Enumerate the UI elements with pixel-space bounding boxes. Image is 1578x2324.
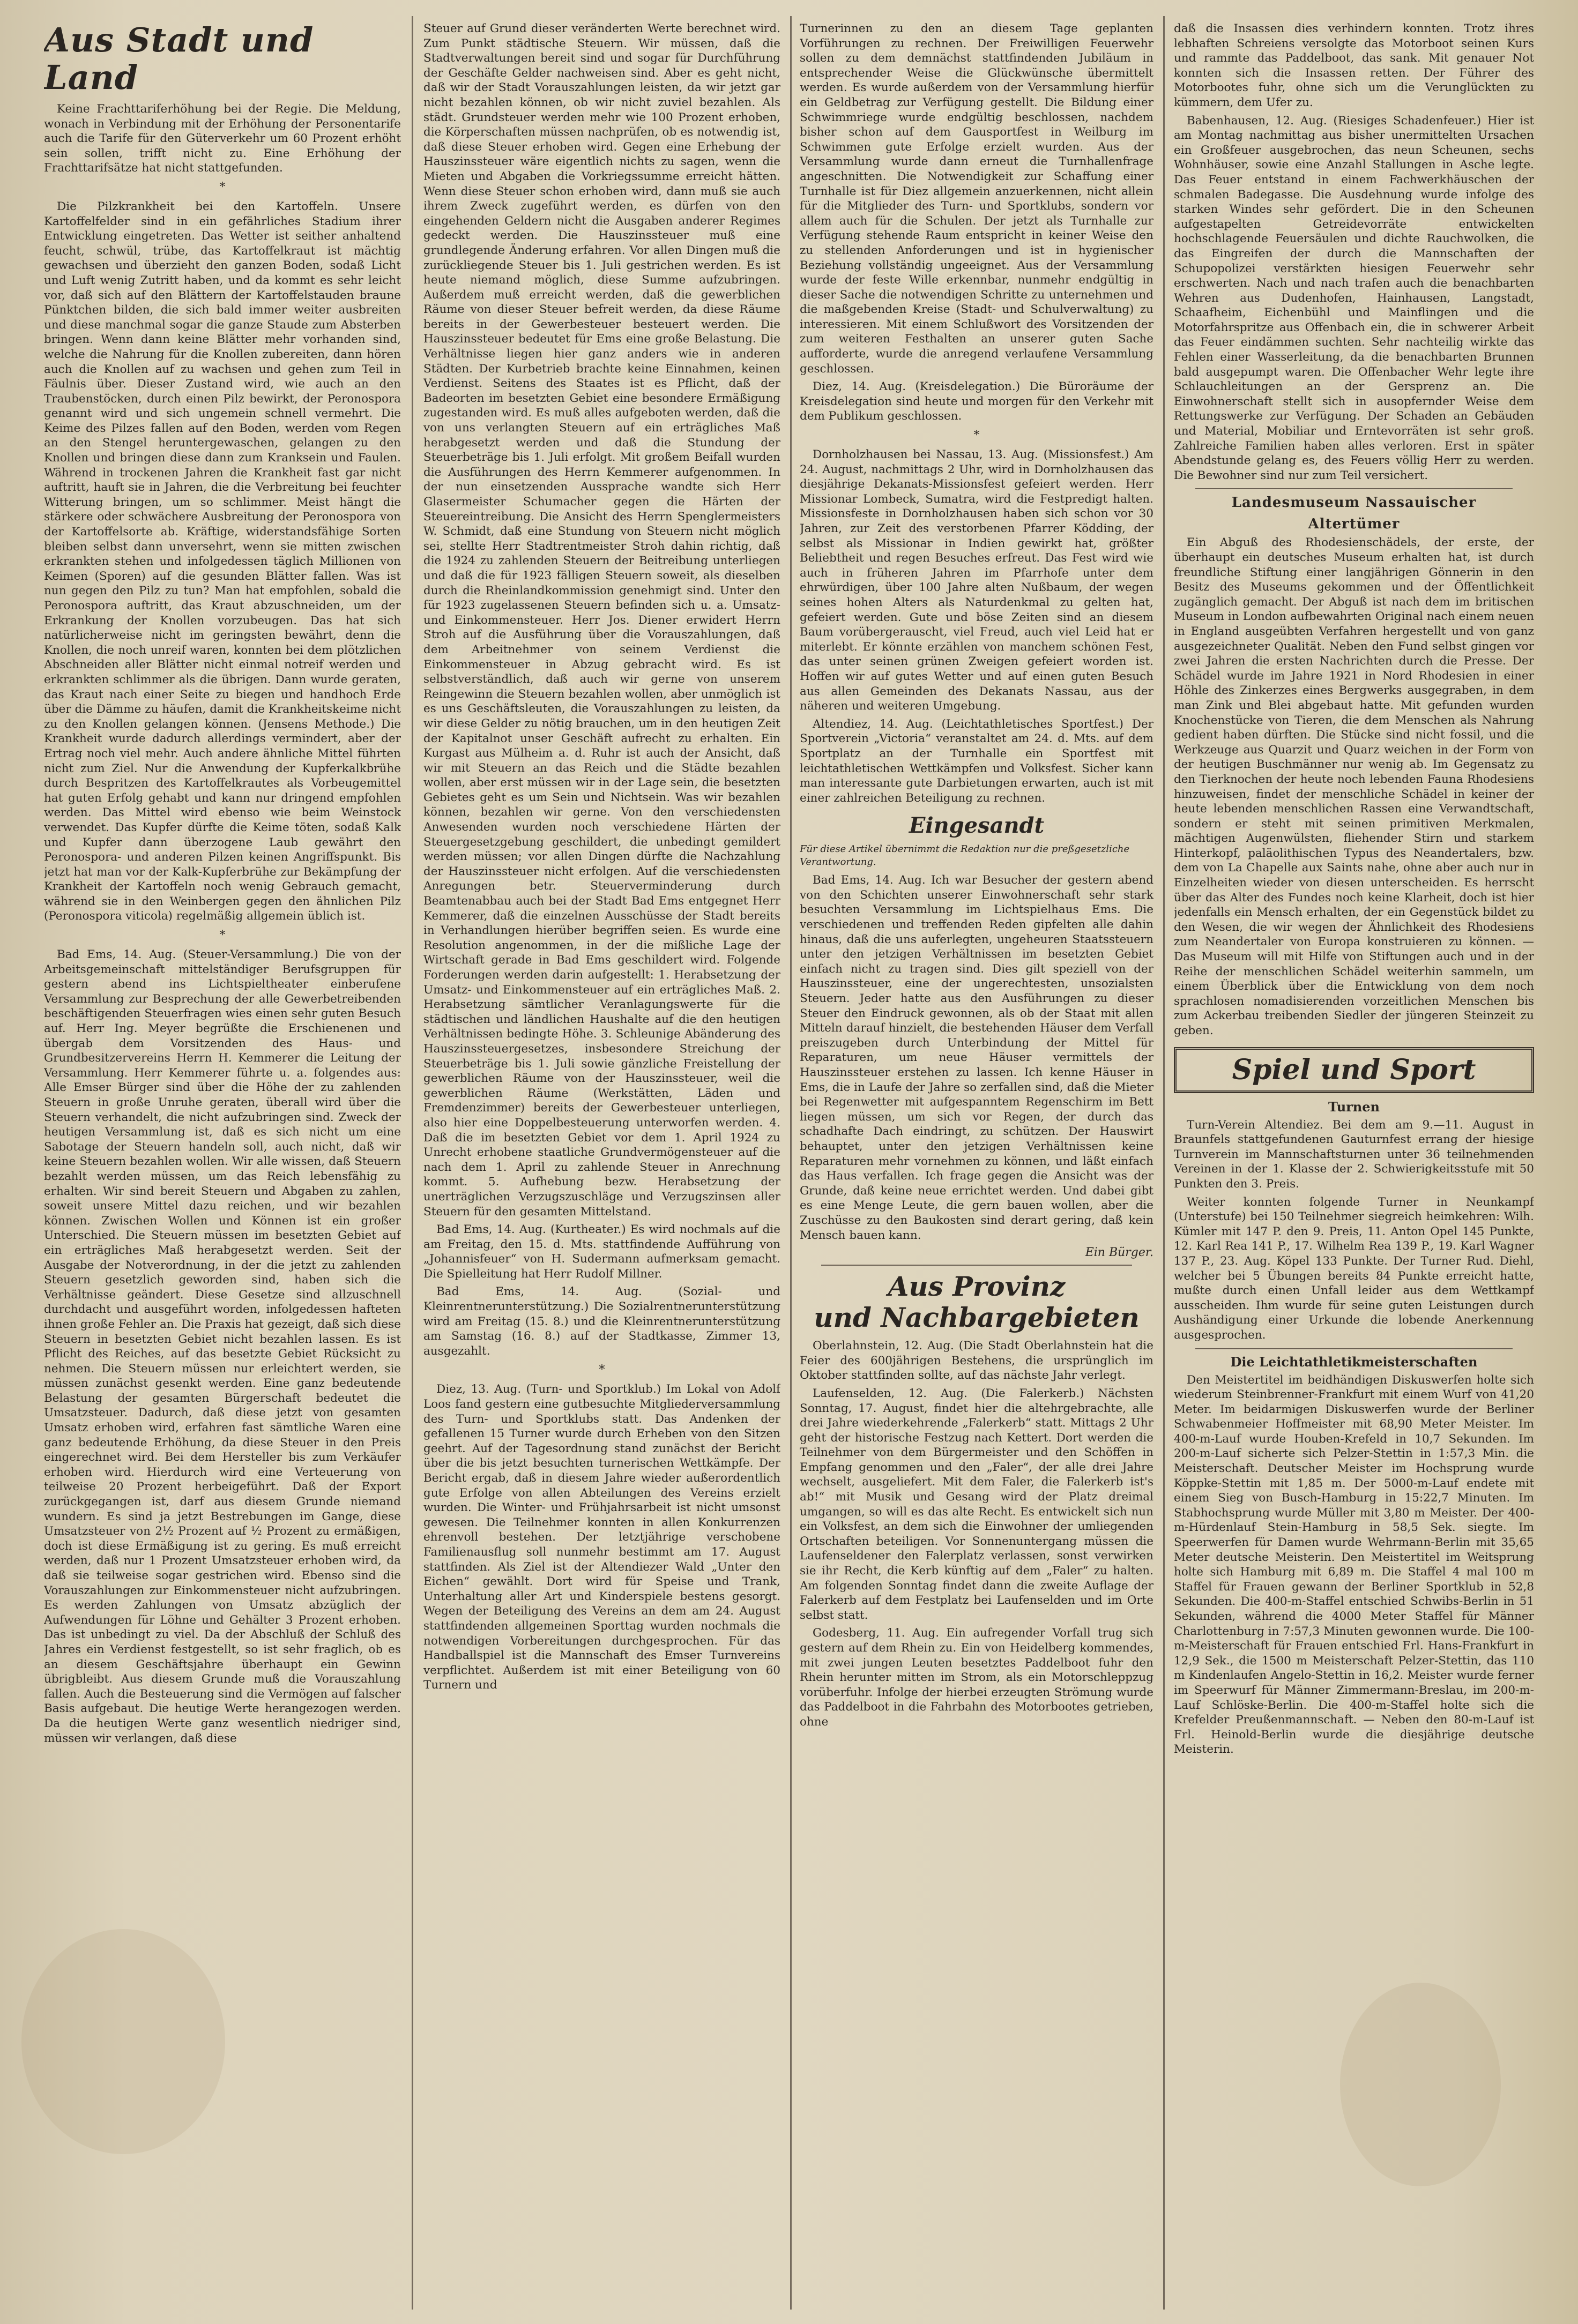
column-3 — [800, 21, 1153, 2304]
section-title-eingesandt: Eingesandt — [909, 813, 1045, 839]
article-rhodesienschaedel: Ein Abguß des Rhodesienschädels, der erste, der überhaupt ein deutsches Museum erhalten hat, ist durch freundliche Stiftung einer langjährigen Gönnerin in den Besitz des Museums gekommen und der Öffentlichkeit zugänglich gemacht. Der Abguß ist nach dem im britischen Museum in London aufbewahrten Original nach einem neuen in England ausgeübten Verfahren hergestellt und von ganz ausgezeichneter Qualität. Neben den Fund selbst gingen vor zwei Jahren die ersten Nachrichten durch die Presse. Der Schädel wurde im Jahre 1921 in Nord Rhodesien in einer Höhle des Zinkerzes eines Bergwerks ausgegraben, in dem man Zink und Blei abgebaut hatte. Mit gefunden wurden Knochenstücke von Tieren, die dem Menschen als Nahrung gedient haben dürften. Die Stücke sind nicht fossil, und die Werkzeuge aus Quarzit und Quarz weichen in der Form von der heutigen Buschmänner nur wenig ab. Im Gegensatz zu den Tierknochen der heute noch lebenden Fauna Rhodesiens hinzuweisen, findet der menschliche Schädel in keiner der heute lebenden menschlichen Rassen eine Verwandtschaft, sondern er steht mit seinen primitiven Merkmalen, mächtigen Augenwülsten, fliehender Stirn und starkem Hinterkopf, paläolithischen Typus des Neandertalers, bzw. dem von La Chapelle aux Saints nahe, ohne aber auch nur in Einzelheiten wieder von diesen unterscheiden. Es herrscht über das Alter des Fundes noch keine Klarheit, doch ist hier jedenfalls ein Mensch erhalten, der ein Gegenstück bildet zu den Wesen, die wir wegen der Ähnlichkeit des Rhodesiens zum Neandertaler von Europa konstruieren zu können. — Das Museum will mit Hilfe von Stiftungen auch und in der Reihe der menschlichen Schädel weiterhin sammeln, um einem Überblick über die Entwicklung von dem noch sprachlosen nomadisierenden vorzeitlichen Menschen bis zum Ackerbau treibenden Siedler der jüngeren Steinzeit zu geben. — [1174, 536, 1534, 1037]
article-godesberg-cont: daß die Insassen dies verhindern konnten. Trotz ihres lebhaften Schreiens versolgte das Motorboot seinen Kurs und rammte das Paddelboot, das sank. Mit genauer Not konnten sich die Insassen retten. Der Führer des Motorbootes fuhr, ohne sich um die Verunglückten zu kümmern, dem Ufer zu. — [1174, 22, 1534, 109]
section-title-nachbargebiete: und Nachbargebieten — [814, 1302, 1140, 1334]
divider — [1195, 488, 1513, 489]
article-turnverein-altendiez: Turn-Verein Altendiez. Bei dem am 9.—11. August in Braunfels stattgefundenen Gauturnfest errang der hiesige Turnverein im Mannschaftsturnen unter 36 teilnehmenden Vereinen in der 1. Klasse der 2. Schwierigkeitsstufe mit 50 Punkten den 3. Preis. — [1174, 1118, 1534, 1191]
article-sportfest-altendiez: Altendiez, 14. Aug. (Leichtathletisches Sportfest.) Der Sportverein „Victoria“ veranstaltet am 24. d. Mts. auf dem Sportplatz an der Turnhalle ein Sportfest mit leichtathletischen Wettkämpfen und Volksfest. Sicher kann man interessante gute Darbietungen erwarten, auch ist mit einer zahlreichen Beteiligung zu rechnen. — [800, 717, 1153, 805]
article-kreisdelegation: Diez, 14. Aug. (Kreisdelegation.) Die Büroräume der Kreisdelegation sind heute und morgen für den Verkehr mit dem Publikum geschlossen. — [800, 380, 1153, 423]
column-rule — [1163, 16, 1165, 2310]
column-2 — [423, 21, 780, 2304]
article-godesberg: Godesberg, 11. Aug. Ein aufregender Vorfall trug sich gestern auf dem Rhein zu. Ein von Heidelberg kommendes, mit zwei jungen Leuten besetztes Paddelboot fuhr den Rhein herunter mitten im Strom, als ein Motorschleppzug vorüberfuhr. Infolge der hierbei erzeugten Strömung wurde das Paddelboot in die Fahrbahn des Motorbootes getrieben, ohne — [800, 1626, 1153, 1729]
section-title-altertuemer: Altertümer — [1308, 516, 1400, 533]
article-neunkampf: Weiter konnten folgende Turner in Neunkampf (Unterstufe) bei 150 Teilnehmer siegreich heimkehren: Wilh. Kümler mit 147 P. den 9. Preis, 11. Anton Opel 145 Punkte, 12. Karl Rea 141 P., 17. Wilhelm Rea 139 P., 19. Karl Wagner 137 P., 23. Aug. Köpel 133 Punkte. Der Turner Rud. Diehl, welcher bei 5 Übungen bereits 84 Punkte erreicht hatte, mußte durch einen Unfall leider aus dem Wettkampf ausscheiden. Ihm wurde für seine guten Leistungen durch Aushändigung einer Urkunde die lobende Anerkennung ausgesprochen. — [1174, 1195, 1534, 1342]
article-pilzkrankheit: Die Pilzkrankheit bei den Kartoffeln. Unsere Kartoffelfelder sind in ein gefährliches Stadium ihrer Entwicklung eingetreten. Das Wetter ist seither anhaltend feucht, schwül, trübe, das Kartoffelkraut ist mächtig gewachsen und überzieht den ganzen Boden, sodaß Licht und Luft wenig Zutritt haben, und da kommt es sehr leicht vor, daß sich auf den Blättern der Kartoffelstauden braune Pünktchen bilden, die sich bald immer weiter ausbreiten und diese manchmal sogar die ganze Staude zum Absterben bringen. Wenn dann keine Blätter mehr vorhanden sind, welche die Nahrung für die Knollen zubereiten, dann hören auch die Knollen auf zu wachsen und gehen zum Teil in Fäulnis über. Dieser Zustand wird, wie auch an den Traubenstöcken, durch einen Pilz bewirkt, der Peronospora genannt wird und sich ungemein schnell vermehrt. Die Keime des Pilzes fallen auf den Boden, werden vom Regen an den Stengel heruntergewaschen, gelangen zu den Knollen und bringen diese dann zum Kranksein und Faulen. Während in trockenen Jahren die Krankheit fast gar nicht auftritt, hauft sie in Jahren, die die Verbreitung bei feuchter Witterung bringen, um so schlimmer. Meist hängt die stärkere oder schwächere Ausbreitung der Peronospora von der Kartoffelsorte ab. Kräftige, widerstandsfähige Sorten bleiben selbst dann unversehrt, wenn sie mitten zwischen erkrankten stehen und infolgedessen täglich Millionen von Keimen (Sporen) auf die gesunden Blätter fallen. Was ist nun gegen den Pilz zu tun? Man hat empfohlen, sobald die Peronospora auftritt, das Kraut abzuschneiden, um der Erkrankung der Knollen vorzubeugen. Das hat sich natürlicherweise nicht im geringsten bewährt, denn die Knollen, die noch unreif waren, konnten bei dem plötzlichen Abschneiden aller Blätter nicht einmal notreif werden und erkrankten schlimmer als die übrigen. Dann wurde geraten, das Kraut nach einer Seite zu biegen und handhoch Erde über die Dämme zu häufen, damit die Krankheitskeime nicht zu den Knollen gelangen können. (Jensens Methode.) Die Krankheit wurde dadurch allerdings vermindert, aber der Ertrag noch viel mehr. Auch andere ähnliche Mittel führten nicht zum Ziel. Nur die Anwendung der Kupferkalkbrühe durch Bespritzen des Kartoffelkrautes als Vorbeugemittel hat guten Erfolg gehabt und kann nur dringend empfohlen werden. Das Mittel wird ebenso wie beim Weinstock verwendet. Das Kupfer dürfte die Keime töten, sodaß Kalk und Kupfer dann überzogene Laub gewährt den Peronospora- und anderen Pilzen keinen Angriffspunkt. Bis jetzt hat man vor der Kalk-Kupferbrühe zur Bekämpfung der Krankheit der Kartoffeln noch wenig Gebrauch gemacht, während sie in den Weinbergen gegen den ähnlichen Pilz (Peronospora viticola) regelmäßig allgemein üblich ist. — [44, 199, 401, 923]
article-falerkerb: Laufenselden, 12. Aug. (Die Falerkerb.) Nächsten Sonntag, 17. August, findet hier die altehrgebrachte, alle drei Jahre wiederkehrende „Falerkerb“ statt. Mittags 2 Uhr geht der historische Festzug nach Kettert. Dort werden die Teilnehmer von dem Bürgermeister und den Schöffen in Empfang genommen und den „Faler“, der alle drei Jahre wechselt, ausgeliefert. Mit dem Faler, die Falerkerb ist's ab!“ mit Musik und Gesang wird der Platz dreimal umgangen, so will es das alte Recht. Es entwickelt sich nun ein Volksfest, an dem sich die Einwohner der umliegenden Ortschaften beteiligen. Vor Sonnenuntergang müssen die Laufenseldener den Falerplatz verlassen, sonst verwirken sie ihr Recht, die Kerb künftig auf dem „Faler“ zu halten. Am folgenden Sonntag findet dann die zweite Auflage der Falerkerb auf dem Festplatz bei Laufenselden und im Orte selbst statt. — [800, 1386, 1153, 1622]
section-title-landesmuseum: Landesmuseum Nassauischer — [1231, 495, 1477, 511]
section-title-provinz: Aus Provinz — [888, 1271, 1066, 1303]
column-rule — [412, 16, 413, 2310]
article-turn-sportklub: Diez, 13. Aug. (Turn- und Sportklub.) Im Lokal von Adolf Loos fand gestern eine gutbesuchte Mitgliederversammlung des Turn- und Sportklubs statt. Das Andenken der gefallenen 15 Turner wurde durch Erheben von den Sitzen geehrt. Auf der Tagesordnung stand zunächst der Bericht über die bis jetzt besuchten turnerischen Wettkämpfe. Der Bericht ergab, daß in diesem Jahre wieder außerordentlich gute Erfolge von allen Abteilungen des Vereins erzielt wurden. Die Winter- und Frühjahrsarbeit ist nicht umsonst gewesen. Die Teilnehmer konnten in allen Konkurrenzen ehrenvoll bestehen. Der letztjährige verschobene Familienausflug soll nunmehr bestimmt am 17. August stattfinden. Als Ziel ist der Altendiezer Wald „Unter den Eichen“ gewählt. Dort wird für Speise und Trank, Unterhaltung aller Art und Kinderspiele bestens gesorgt. Wegen der Beteiligung des Vereins an dem am 24. August stattfindenden allgemeinen Sporttag wurden nochmals die notwendigen Vorbereitungen durchgesprochen. Für das Handballspiel ist die Mannschaft des Emser Turnvereins verpflichtet. Außerdem ist mit einer Beteiligung von 60 Turnern und — [423, 1383, 780, 1692]
editorial-note: Für diese Artikel übernimmt die Redaktion nur die preßgesetzliche Verantwortung. — [800, 843, 1130, 868]
subsection-title-leichtathletik: Die Leichtathletikmeisterschaften — [1230, 1354, 1478, 1370]
section-title-spiel-sport: Spiel und Sport — [1174, 1047, 1534, 1093]
separator-star: * — [219, 180, 226, 194]
article-frachttarif: Keine Frachttariferhöhung bei der Regie. Die Meldung, wonach in Verbindung mit der Erhöhung der Personentarife auch die Tarife für den Güterverkehr um 60 Prozent erhöht sein sollen, trifft nicht zu. Eine Erhöhung der Frachttarifsätze hat nicht stattgefunden. — [44, 102, 401, 175]
divider — [1195, 1348, 1513, 1349]
article-missionsfest: Dornholzhausen bei Nassau, 13. Aug. (Missionsfest.) Am 24. August, nachmittags 2 Uhr, wird in Dornholzhausen das diesjährige Dekanats-Missionsfest gefeiert werden. Herr Missionar Lombeck, Sumatra, wird die Festpredigt halten. Missionsfeste in Dornholzhausen haben sich schon vor 30 Jahren, zur Zeit des verstorbenen Pfarrer Ködding, der selbst als Missionar in Indien gewirkt hat, größter Beliebtheit und regen Besuches erfreut. Das Fest wird wie auch in früheren Jahren im Pfarrhofe unter dem ehrwürdigen, über 100 Jahre alten Nußbaum, der wegen seines hohen Alters als Naturdenkmal zu gelten hat, gefeiert werden. Gute und böse Zeiten sind an diesem Baum vorübergerauscht, viel Freud, auch viel Leid hat er miterlebt. Er könnte erzählen von manchem schönen Fest, das unter seinen grünen Zweigen gefeiert worden ist. Hoffen wir auf gutes Wetter und auf einen guten Besuch aus allen Gemeinden des Dekanats Nassau, aus der näheren und weiteren Umgebung. — [800, 448, 1153, 713]
column-rule — [790, 16, 792, 2310]
article-meisterschaften: Den Meistertitel im beidhändigen Diskuswerfen holte sich wiederum Steinbrenner-Frankfurt mit einem Wurf von 41,20 Meter. Im beidarmigen Diskuswerfen wurde der Berliner Schwabenmeier Hoffmeister mit 68,90 Meter Meister. Im 400-m-Lauf wurde Houben-Krefeld in 10,7 Sekunden. Im 200-m-Lauf sicherte sich Pelzer-Stettin in 1:57,3 Min. die Meisterschaft. Deutscher Meister im Hochsprung wurde Köppke-Stettin mit 1,85 m. Der 5000-m-Lauf endete mit einem Sieg von Busch-Hamburg in 15:22,7 Minuten. Im Stabhochsprung wurde Müller mit 3,80 m Meister. Der 400-m-Hürdenlauf Stein-Hamburg in 58,5 Sek. siegte. Im Speerwerfen für Damen wurde Wehrmann-Berlin mit 35,65 Meter deutsche Meisterin. Den Meistertitel im Weitsprung holte sich Hamburg mit 6,89 m. Die Staffel 4 mal 100 m Staffel für Frauen gewann der Berliner Sportklub in 52,8 Sekunden. Die 400-m-Staffel entschied Schwibs-Berlin in 51 Sekunden, während die 4000 Meter Staffel für Männer Charlottenburg in 7:57,3 Minuten gewonnen wurde. Die 100-m-Meisterschaft für Frauen entschied Frl. Hans-Frankfurt in 12,9 Sek., die 1500 m Meisterschaft Pelzer-Stettin, das 110 m Kindenlaufen Angelo-Stettin in 16,2. Meister wurde ferner im Speerwurf für Männer Zimmermann-Breslau, im 200-m-Lauf Schlöske-Berlin. Die 400-m-Staffel holte sich die Krefelder Preußenmannschaft. — Neben den 80-m-Lauf ist Frl. Heinold-Berlin wurde die diesjährige deutsche Meisterin. — [1174, 1373, 1534, 1757]
article-oberlahnstein: Oberlahnstein, 12. Aug. (Die Stadt Oberlahnstein hat die Feier des 600jährigen Bestehens, die ursprünglich im Oktober stattfinden sollte, auf das nächste Jahr verlegt. — [800, 1339, 1153, 1383]
article-babenhausen: Babenhausen, 12. Aug. (Riesiges Schadenfeuer.) Hier ist am Montag nachmittag aus bisher unermittelten Ursachen ein Großfeuer ausgebrochen, das neun Scheunen, sechs Wohnhäuser, sowie eine Anzahl Stallungen in Asche legte. Das Feuer entstand in einem Fachwerkhäuschen der schmalen Badegasse. Die Ausdehnung wurde infolge des starken Windes sehr gefördert. Die in den Scheunen aufgestapelten Getreidevorräte entwickelten hochschlagende Feuersäulen und dichte Rauchwolken, die das Eingreifen der durch die Mannschaften der Schupopolizei verstärkten hiesigen Feuerwehr sehr erschwerten. Nach und nach trafen auch die benachbarten Wehren aus Dudenhofen, Hainhausen, Langstadt, Schaafheim, Eichenbühl und Mainflingen und die Motorfahrspritze aus Offenbach ein, die in schwerer Arbeit das Feuer eindämmen suchten. Sehr nachteilig wirkte das Fehlen einer Wasserleitung, da die benachbarten Brunnen bald ausgepumpt waren. Die Offenbacher Wehr legte ihre Schlauchleitungen an der Gersprenz an. Die Einwohnerschaft stellt sich in ausopfernder Weise dem Rettungswerke zur Verfügung. Der Schaden an Gebäuden und Material, Mobiliar und Erntevorräten ist sehr groß. Zahlreiche Familien haben alles verloren. Erst in später Abendstunde gelang es, des Feuers völlig Herr zu werden. Die Bewohner sind nur zum Teil versichert. — [1174, 114, 1534, 482]
article-kurtheater: Bad Ems, 14. Aug. (Kurtheater.) Es wird nochmals auf die am Freitag, den 15. d. Mts. stattfindende Aufführung von „Johannisfeuer“ von H. Sudermann aufmerksam gemacht. Die Spielleitung hat Herr Rudolf Millner. — [423, 1223, 780, 1281]
separator-star: * — [599, 1363, 605, 1377]
column-1 — [44, 21, 401, 2304]
article-rentnerunterstuetzung: Bad Ems, 14. Aug. (Sozial- und Kleinrentnerunterstützung.) Die Sozialrentnerunterstützung wird am Freitag (15. 8.) und die Kleinrentnerunterstützung am Samstag (16. 8.) auf der Stadtkasse, Zimmer 13, ausgezahlt. — [423, 1285, 780, 1358]
separator-star: * — [973, 429, 980, 443]
section-title-stadt-land: Aus Stadt und Land — [44, 21, 314, 97]
signature: Ein Bürger. — [1085, 1246, 1153, 1260]
divider — [821, 1265, 1132, 1266]
article-steuerversammlung-cont: Steuer auf Grund dieser veränderten Werte berechnet wird. Zum Punkt städtische Steuern. Wir müssen, daß die Stadtverwaltungen bereit sind und sogar für Durchführung der Geschäfte Gelder nachweisen sind. Aber es geht nicht, daß wir der Stadt Vorauszahlungen leisten, da wir jetzt gar nicht bezahlen können, ob wir nicht zuviel bezahlen. Als städt. Grundsteuer werden mehr wie 100 Prozent erhoben, die Körperschaften müssen nachprüfen, ob es notwendig ist, daß diese Steuer erhoben wird. Gegen eine Erhebung der Hauszinssteuer wäre eigentlich nichts zu sagen, wenn die Mieten und Abgaben die Vorkriegssumme erreicht hätten. Wenn diese Steuer schon erhoben wird, dann muß sie auch ihrem Zweck zugeführt werden, es dürfen von den eingehenden Geldern nicht die Ausgaben anderer Regimes gedeckt werden. Die Hauszinssteuer muß eine grundlegende Änderung erfahren. Vor allen Dingen muß die zurückliegende Steuer bis 1. Juli gestrichen werden. Es ist heute niemand möglich, diese Summe aufzubringen. Außerdem muß erreicht werden, daß die gewerblichen Räume von dieser Steuer befreit werden, da diese Räume bereits in der Gewerbesteuer besteuert werden. Die Hauszinssteuer bedeutet für Ems eine große Belastung. Die Verhältnisse liegen hier ganz anders wie in anderen Städten. Der Kurbetrieb brachte keine Einnahmen, keinen Verdienst. Seitens des Staates ist es Pflicht, daß der Badeorten im besetzten Gebiet eine besondere Ermäßigung zugestanden wird. Es muß alles aufgeboten werden, daß die von uns verlangten Steuern auf ein erträgliches Maß herabgesetzt werden und daß die Stundung der Steuerbeträge bis 1. Juli erfolgt. Mit großem Beifall wurden die Ausführungen des Herrn Kemmerer aufgenommen. In der nun einsetzenden Aussprache wandte sich Herr Glasermeister Schumacher gegen die Härten der Steuereintreibung. Die Ansicht des Herrn Spenglermeisters W. Schmidt, daß eine Stundung von Steuern nicht möglich sei, stellte Herr Stadtrentmeister Stroh dahin richtig, daß die 1924 zu zahlenden Steuern der Beitreibung unterliegen und daß die für 1923 fälligen Steuern soweit, als dieselben durch die Rheinlandkommission genehmigt sind. Unter den für 1923 zugelassenen Steuern befinden sich u. a. Umsatz- und Einkommensteuer. Herr Jos. Diener erwidert Herrn Stroh auf die Ausführung über die Vorauszahlungen, daß dem Arbeitnehmer von seinem Verdienst die Einkommensteuer in Abzug gebracht wird. Es ist selbstverständlich, daß auch wir gerne von unserem Reingewinn die Steuern bezahlen wollen, aber unmöglich ist es uns Geschäftsleuten, die Vorauszahlungen zu leisten, da wir diese Gelder zu nötig brauchen, um in den heutigen Zeit der Kapitalnot unser Geschäft aufrecht zu erhalten. Ein Kurgast aus Mülheim a. d. Ruhr ist auch der Ansicht, daß wir mit Steuern an das Reich und die Städte bezahlen wollen, aber erst müssen wir in der Lage sein, die besetzten Gebietes geht es um Sein und Nichtsein. Was wir bezahlen können, bezahlen wir gerne. Von den verschiedensten Anwesenden wurden noch verschiedene Härten der Steuergesetzgebung geschildert, die unbedingt gemildert werden müssen; vor allen Dingen dürfte die Nachzahlung der Hauszinssteuer nicht erfolgen. Auf die verschiedensten Anregungen betr. Steuerverminderung durch Beamtenabbau auch bei der Stadt Bad Ems entgegnet Herr Kemmerer, daß die einzelnen Ausschüsse der Stadt bereits in Verhandlungen hierüber begriffen seien. Es wurde eine Resolution angenommen, in der die mißliche Lage der Wirtschaft gerade in Bad Ems geschildert wird. Folgende Forderungen werden darin aufgestellt: 1. Herabsetzung der Umsatz- und Einkommensteuer auf ein erträgliches Maß. 2. Herabsetzung sämtlicher Veranlagungswerte für die städtischen und ländlichen Haushalte auf die den heutigen Verhältnissen bedingte Höhe. 3. Schleunige Abänderung des Hauszinssteuergesetzes, insbesondere Streichung der Steuerbeträge bis 1. Juli sowie gänzliche Freistellung der gewerblichen Räume von der Hauszinssteuer, weil die gewerblichen Räume (Werkstätten, Läden und Fremdenzimmer) bereits der Gewerbesteuer unterliegen, also hier eine Doppelbesteuerung unterworfen werden. 4. Daß die im besetzten Gebiet vor dem 1. April 1924 zu Unrecht erhobene staatliche Grundvermögensteuer auf die nach dem 1. April zu zahlende Steuer in Anrechnung kommt. 5. Aufhebung bezw. Herabsetzung der unerträglichen Verzugszuschläge und Verzugszinsen aller Steuern für den gesamten Mittelstand. — [423, 22, 780, 1219]
article-buergerbrief: Bad Ems, 14. Aug. Ich war Besucher der gestern abend von den Schichten unserer Einwohnerschaft sehr stark besuchten Versammlung im Lichtspielhaus Ems. Die verschiedenen und treffenden Reden gipfelten alle dahin hinaus, daß die uns auferlegten, ungeheuren Staatssteuern unter den jetzigen Verhältnissen im besetzten Gebiet einfach nicht zu tragen sind. Dies gilt speziell von der Hauszinssteuer, eine der ungerechtesten, unsozialsten Steuern. Jeder hatte aus den Ausführungen zu dieser Steuer den Eindruck gewonnen, als ob der Staat mit allen Mitteln darauf hinzielt, die bestehenden Häuser dem Verfall preiszugeben durch Unterbindung der Mittel für Reparaturen, um neue Häuser vermittels der Hauszinssteuer erstehen zu lassen. Ich kenne Häuser in Ems, die in Laufe der Jahre so zerfallen sind, daß die Mieter bei Regenwetter mit aufgespanntem Regenschirm im Bett liegen müssen, um sich vor Regen, der durch das schadhafte Dach eindringt, zu schützen. Der Hauswirt behauptet, unter den jetzigen Verhältnissen keine Reparaturen mehr vornehmen zu können, und läßt einfach das Haus verfallen. Ich frage gegen die Ansicht was der Grunde, daß keine neue errichtet werden. Und dabei gibt es eine Menge Leute, die gern bauen wollen, aber die Zuschüsse zu den Baukosten sind derart gering, daß kein Mensch bauen kann. — [800, 873, 1153, 1242]
separator-star: * — [219, 929, 226, 943]
column-4 — [1174, 21, 1534, 2304]
subsection-title-turnen: Turnen — [1328, 1099, 1380, 1115]
article-steuerversammlung: Bad Ems, 14. Aug. (Steuer-Versammlung.) Die von der Arbeitsgemeinschaft mittelständiger Berufsgruppen für gestern abend ins Lichtspieltheater einberufene Versammlung zur Besprechung der alle Gewerbetreibenden beschäftigenden Steuerfragen wies einen sehr guten Besuch auf. Herr Ing. Meyer begrüßte die Erschienenen und übergab dem Vorsitzenden des Haus- und Grundbesitzervereins Herrn H. Kemmerer die Leitung der Versammlung. Herr Kemmerer führte u. a. folgendes aus: Alle Emser Bürger sind über die Höhe der zu zahlenden Steuern in große Unruhe geraten, überall wird über die Steuern verhandelt, die nicht aufzubringen sind. Zweck der heutigen Versammlung ist, daß es sich nicht um eine Sabotage der Steuern handeln soll, auch nicht, daß wir keine Steuern bezahlen wollen. Wir alle wissen, daß Steuern bezahlt werden müssen, um das Reich lebensfähig zu erhalten. Wir sind bereit Steuern und Abgaben zu zahlen, soweit unsere Mittel dazu reichen, und wir bezahlen können. Zwischen Wollen und Können ist ein großer Unterschied. Die Steuern müssen im besetzten Gebiet auf ein erträgliches Maß herabgesetzt werden. Seit der Ausgabe der Notverordnung, in der die jetzt zu zahlenden Steuern gesetzlich geworden sind, haben sich die Verhältnisse geändert. Diese Gesetze sind allzuschnell durchdacht und ausgeführt worden, infolgedessen hafteten ihnen große Fehler an. Die Praxis hat gezeigt, daß sich diese Steuern in besetzten Gebiet nicht bezahlen lassen. Es ist Pflicht des Reiches, auf das besetzte Gebiet Rücksicht zu nehmen. Die Steuern müssen nur erleichtert werden, sie müssen zunächst gesenkt werden. Eine ganz bedeutende Belastung der gesamten Bürgerschaft bedeutet die Umsatzsteuer. Dadurch, daß diese jetzt von gesamten Umsatz erhoben wird, erfahren fast sämtliche Waren eine ganz bedeutende Erhöhung, da diese Steuer in den Preis eingerechnet wird. Bei dem Hersteller bis zum Verkäufer erhoben wird. Hierdurch wird eine Verteuerung von teilweise 20 Prozent herbeigeführt. Daß der Export zurückgegangen ist, darf aus diesem Grunde niemand wundern. Es sind ja jetzt Bestrebungen im Gange, diese Umsatzsteuer von 2½ Prozent auf ½ Prozent zu ermäßigen, doch ist diese Ermäßigung ist zu gering. Es muß erreicht werden, daß nur 1 Prozent Umsatzsteuer erhoben wird, da daß sie teilweise sogar gestrichen wird. Ebenso sind die Vorauszahlungen zur Einkommensteuer nicht aufzubringen. Es werden Zahlungen von Umsatz abzüglich der Aufwendungen für Löhne und Gehälter 3 Prozent erhoben. Das ist unbedingt zu viel. Da der Abschluß der Schluß des Jahres ein Verdienst festgestellt, so ist sehr fraglich, ob es an diesem Geschäftsjahre überhaupt ein Gewinn übrigbleibt. Aus diesem Grunde muß die Vorauszahlung fallen. Auch die Besteuerung sind die Vermögen auf falscher Basis aufgebaut. Die heutige Werte herangezogen werden. Da die heutigen Werte ganz wesentlich niedriger sind, müssen wir verlangen, daß diese — [44, 948, 401, 1745]
article-turn-sportklub-cont: Turnerinnen zu den an diesem Tage geplanten Vorführungen zu rechnen. Der Freiwilligen Feuerwehr sollen zu dem demnächst stattfindenden Jubiläum in entsprechender Weise die Glückwünsche übermittelt werden. Es wurde außerdem von der Versammlung hierfür ein Geldbetrag zur Verfügung gestellt. Die Bildung einer Schwimmriege wurde endgültig beschlossen, nachdem bisher schon auf dem Gausportfest in Weilburg im Schwimmen gute Erfolge erzielt wurden. Aus der Versammlung wurde dann erneut die Turnhallenfrage angeschnitten. Die Notwendigkeit zur Schaffung einer Turnhalle ist für Diez allgemein anzuerkennen, nicht allein für die Mitglieder des Turn- und Sportklubs, sondern vor allem auch für die Schulen. Der jetzt als Turnhalle zur Verfügung stehende Raum entspricht in keiner Weise den zu stellenden Anforderungen und ist in hygienischer Beziehung vollständig ungeeignet. Aus der Versammlung wurde der feste Wille erkennbar, nunmehr endgültig in dieser Sache die notwendigen Schritte zu unternehmen und die maßgebenden Kreise (Stadt- und Schulverwaltung) zu interessieren. Mit einem Schlußwort des Vorsitzenden der zum weiteren Festhalten an unserer guten Sache aufforderte, wurde die anregend verlaufene Versammlung geschlossen. — [800, 22, 1153, 376]
